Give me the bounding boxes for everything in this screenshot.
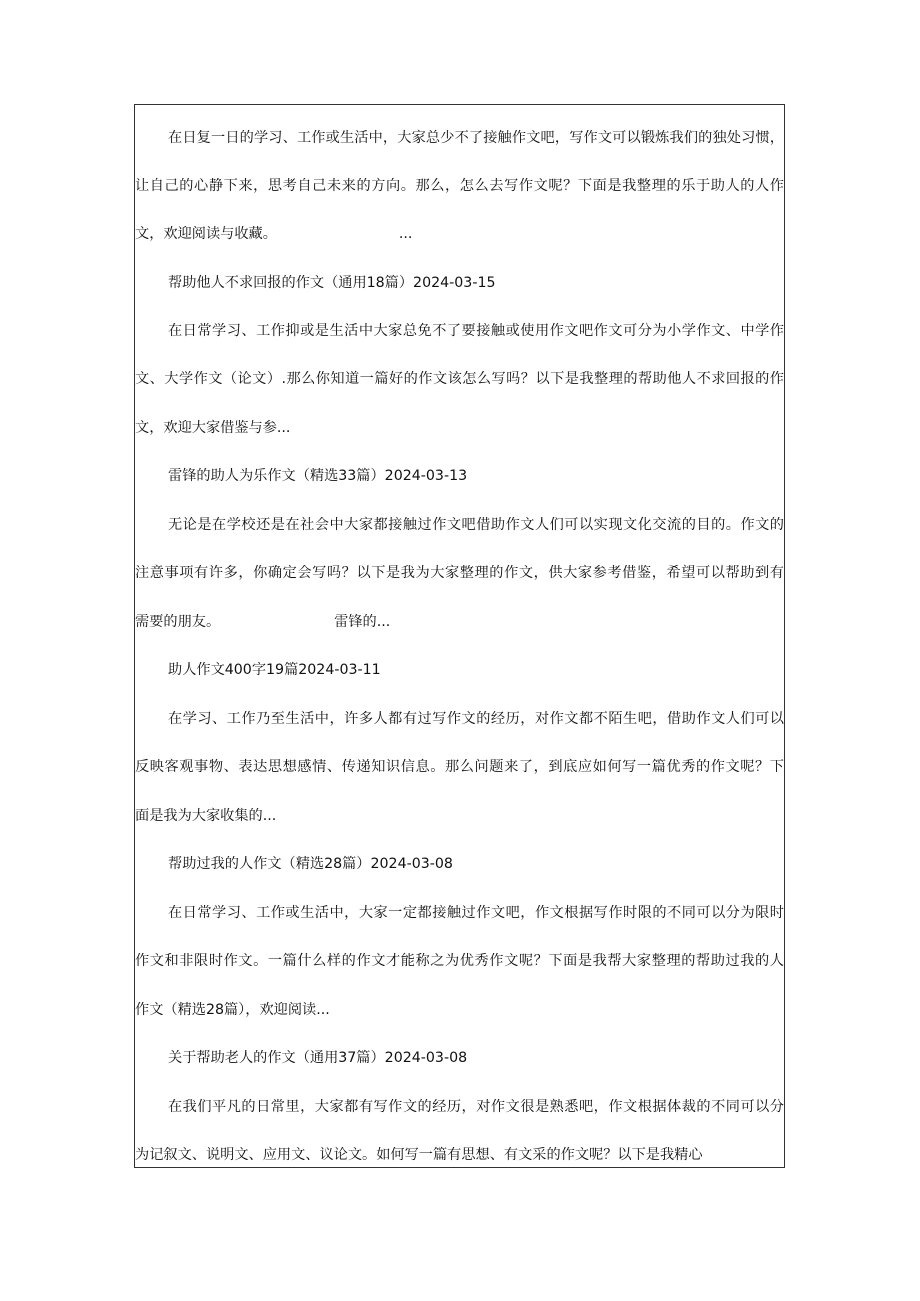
article-summary-line: 反映客观事物、表达思想感情、传递知识信息。那么问题来了，到底应如何写一篇优秀的作文呢？下 (135, 759, 784, 775)
article-title[interactable]: 关于帮助老人的作文（通用37篇）2024-03-08 (168, 1050, 468, 1066)
article-title[interactable]: 雷锋的助人为乐作文（精选33篇）2024-03-13 (168, 468, 468, 484)
intro-line-1: 在日复一日的学习、工作或生活中，大家总少不了接触作文吧，写作文可以锻炼我们的独处习惯， (168, 130, 784, 146)
article-summary-line: 作文和非限时作文。一篇什么样的作文才能称之为优秀作文呢？下面是我帮大家整理的帮助过我的人 (135, 953, 784, 969)
article-summary-line: 面是我为大家收集的... (135, 808, 277, 824)
article-summary-line: 无论是在学校还是在社会中大家都接触过作文吧借助作文人们可以实现文化交流的目的。作文的 (168, 517, 784, 533)
article-summary-line: 在我们平凡的日常里，大家都有写作文的经历，对作文很是熟悉吧，作文根据体裁的不同可以分 (168, 1099, 784, 1115)
intro-line-2: 让自己的心静下来，思考自己未来的方向。那么，怎么去写作文呢？下面是我整理的乐于助人的人作 (135, 178, 784, 194)
article-summary-line: 注意事项有许多，你确定会写吗？以下是我为大家整理的作文，供大家参考借鉴，希望可以帮助到有 (135, 565, 784, 581)
article-summary-text: 需要的朋友。 (135, 614, 221, 630)
article-summary-line: 文、大学作文（论文）.那么你知道一篇好的作文该怎么写吗？以下是我整理的帮助他人不求回报的作 (135, 371, 784, 387)
article-summary-line: 文，欢迎大家借鉴与参... (135, 420, 291, 436)
article-title[interactable]: 帮助他人不求回报的作文（通用18篇）2024-03-15 (168, 275, 496, 291)
article-summary-line (135, 610, 786, 634)
article-title[interactable]: 帮助过我的人作文（精选28篇）2024-03-08 (168, 856, 453, 872)
article-summary-line: 为记叙文、说明文、应用文、议论文。如何写一篇有思想、有文采的作文呢？以下是我精心 (135, 1147, 703, 1163)
article-summary-line: 在学习、工作乃至生活中，许多人都有过写作文的经历，对作文都不陌生吧，借助作文人们可以 (168, 711, 784, 727)
article-summary-line: 在日常学习、工作或生活中，大家一定都接触过作文吧，作文根据写作时限的不同可以分为限时 (168, 905, 784, 921)
article-summary-line: 在日常学习、工作抑或是生活中大家总免不了要接触或使用作文吧作文可分为小学作文、中学作 (168, 323, 784, 339)
article-more[interactable]: 雷锋的... (334, 614, 391, 630)
article-title[interactable]: 助人作文400字19篇2024-03-11 (168, 662, 381, 678)
article-summary-line: 作文（精选28篇），欢迎阅读... (135, 1002, 330, 1018)
intro-line-3 (135, 222, 786, 246)
intro-line-3-text: 文，欢迎阅读与收藏。 (135, 226, 277, 242)
intro-more[interactable]: ... (398, 226, 413, 242)
document-frame (134, 104, 785, 1168)
